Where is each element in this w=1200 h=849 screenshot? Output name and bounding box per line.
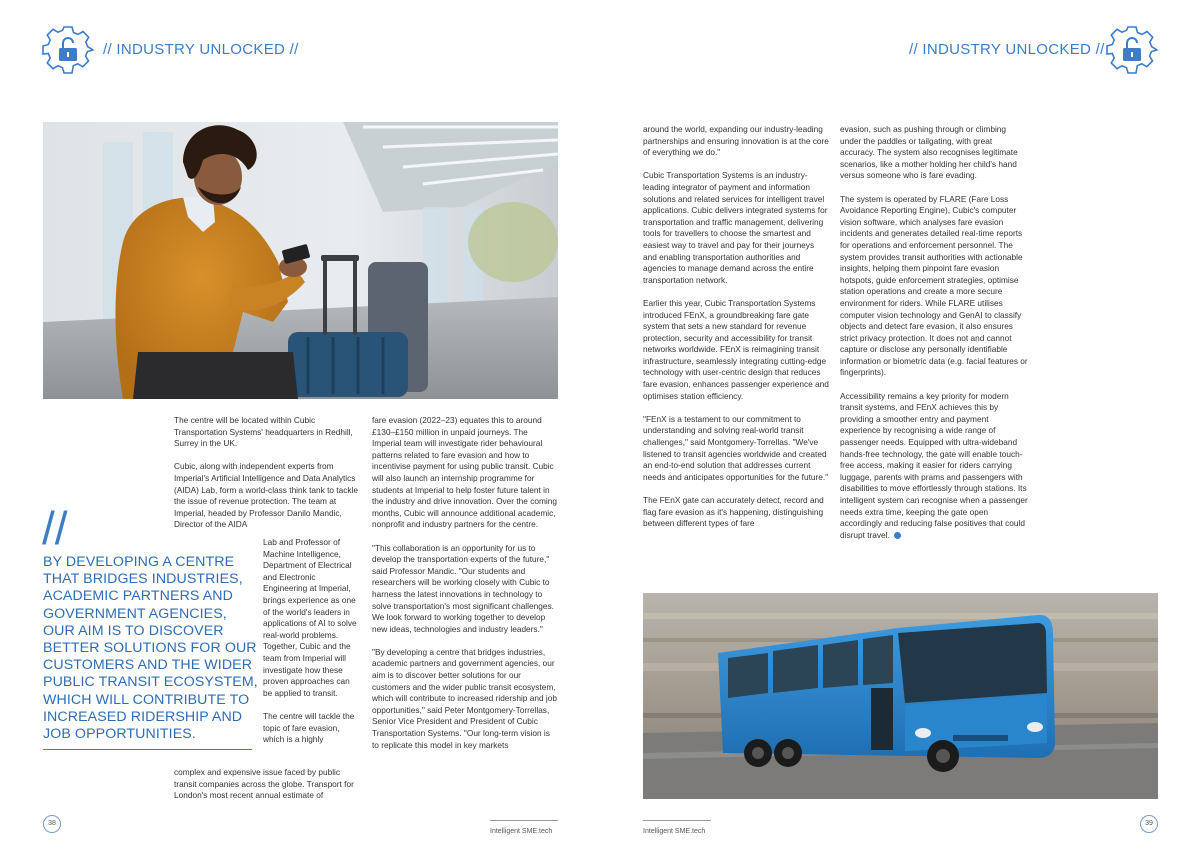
right-col1-para-5: The FEnX gate can accurately detect, record and flag fare evasion as it's happening, distinguishing between different types of fare bbox=[643, 495, 824, 529]
left-col1-para-3: The centre will tackle the topic of fare evasion, which is a highly bbox=[263, 710, 355, 745]
pull-quote-rule bbox=[43, 749, 252, 750]
left-header-logo bbox=[42, 24, 94, 81]
man-with-phone-and-suitcase-icon bbox=[43, 122, 558, 399]
left-col-1-top bbox=[174, 415, 360, 531]
gear-lock-icon bbox=[1106, 24, 1158, 76]
right-col1-para-3: Earlier this year, Cubic Transportation Systems introduced FEnX, a groundbreaking fare gate system that sets a new standard for revenue protection, security and accessibility for transit networks worldwide. FEnX is reimagining transit infrastructure, seamlessly integrating cutting-edge technology with user-centric design that reduces fare evasion, enhances passenger experience and optimises station efficiency. bbox=[643, 297, 829, 401]
right-col1-para-1: around the world, expanding our industry-leading partnerships and ensuring innovation is at the core of everything we do." bbox=[643, 124, 829, 158]
right-col2-para-2: The system is operated by FLARE (Fare Loss Avoidance Reporting Engine), Cubic's computer vision software, which analyses fare evasion incidents and generates detailed real-time reports for operations and enforcement personnel. The system provides transit authorities with actionable insights, helping them pinpoint fare evasion hotspots, guide enforcement strategies, optimise station operations and create a more secure environment for riders. While FLARE utilises computer vision technology and GenAI to classify objects and detect fare evasion, it also ensures strict privacy protection. It does not and cannot capture or disclose any personally identifiable information or biometric data (e.g. facial features or fingerprints). bbox=[840, 193, 1028, 378]
pull-quote-text: BY DEVELOPING A CENTRE THAT BRIDGES INDUSTRIES, ACADEMIC PARTNERS AND GOVERNMENT AGENCIES, OUR AIM IS TO DISCOVER BETTER SOLUTIONS FOR OUR CUSTOMERS AND THE WIDER PUBLIC TRANSIT ECOSYSTEM, WHICH WILL CONTRIBUTE TO INCREASED RIDERSHIP AND JOB OPPORTUNITIES. bbox=[43, 554, 258, 743]
right-col2-para-1: evasion, such as pushing through or climbing under the paddles or tailgating, with great accuracy. The system also recognises legitimate scenarios, like a mother holding her child's hand versus someone who is fare evading. bbox=[840, 124, 1018, 181]
right-header-logo bbox=[1106, 24, 1158, 81]
footer-left: Intelligent SME.tech bbox=[490, 828, 553, 835]
right-col2-para-3: Accessibility remains a key priority for modern transit systems, and FEnX achieves this by providing a smoother entry and payment experience by recognising a wide range of passenger needs. Equipped with ultra-wideband hands-free technology, the gate will enable touch-free access, making it easier for riders carrying luggage, parents with prams and passengers with disabilities to move effortlessly through stations. Its intelligent system can recognise when a passenger needs extra time, keeping the gate open accordingly and reducing false positives that could disrupt travel. bbox=[840, 390, 1028, 540]
right-col1-para-4: "FEnX is a testament to our commitment to understanding and solving real-world transit challenges," said Montgomery-Torrellas. "We've listened to transit agencies worldwide and created an end-to-end solution that addresses current needs and anticipates opportunities for the future." bbox=[643, 413, 829, 482]
pull-quote-slash: // bbox=[42, 502, 68, 554]
blue-bus-icon bbox=[643, 593, 1158, 799]
footer-right: Intelligent SME.tech bbox=[643, 828, 706, 835]
gear-lock-icon bbox=[42, 24, 94, 76]
bus-photo bbox=[643, 593, 1158, 799]
left-col1-para-1: The centre will be located within Cubic Transportation Systems' headquarters in Redhill, Surrey in the UK. bbox=[174, 415, 353, 449]
footer-rule-right bbox=[643, 820, 711, 821]
page-number-right: 39 bbox=[1140, 815, 1158, 833]
man-with-phone-photo bbox=[43, 122, 558, 399]
left-col1-para-2: Cubic, along with independent experts from Imperial's Artificial Intelligence and Data Analytics (AIDA) Lab, form a world-class think tank to tackle the issue of revenue protection. The team at Imperial, headed by Professor Danilo Mandic, Director of the AIDA bbox=[174, 461, 358, 530]
left-col2-para-3: "By developing a centre that bridges industries, academic partners and government agencies, our aim is to discover better solutions for our customers and the wider public transit ecosystem, which will contribute to increased ridership and job opportunities," said Peter Montgomery-Torrellas, Senior Vice President and President of Cubic Transportation Systems. "Our long-term vision is to replicate this model in key markets bbox=[372, 646, 557, 750]
left-col2-para-2: "This collaboration is an opportunity for us to develop the transportation experts of the future," said Professor Mandic. "Our students and researchers will be working closely with Cubic to harness the latest innovations in technology to solve transportation's most significant challenges. We look forward to working together to develop new ideas, technologies and industry leaders." bbox=[372, 542, 554, 634]
end-mark-icon bbox=[894, 532, 901, 539]
left-col1-para-3-cont: complex and expensive issue faced by public transit companies across the globe. Transport for London's most recent annual estimate of bbox=[174, 767, 354, 801]
left-col1-para-2-cont: Lab and Professor of Machine Intelligence, Department of Electrical and Electronic Engineering at Imperial, brings experience as one of the world's leaders in applications of AI to solve real-world problems. Together, Cubic and the team from Imperial will investigate how these proven approaches can be applied to transit. bbox=[263, 537, 357, 698]
left-col-2 bbox=[372, 415, 558, 751]
page-number-left: 38 bbox=[43, 815, 61, 833]
section-tag-left: // INDUSTRY UNLOCKED // bbox=[103, 41, 299, 58]
right-col1-para-2: Cubic Transportation Systems is an industry-leading integrator of payment and information solutions and related services for intelligent travel applications. Cubic delivers integrated systems for transportation and traffic management, delivering tools for travellers to choose the smartest and easiest way to travel and pay for their journeys and enabling transportation authorities and agencies to manage demand across the entire transportation network. bbox=[643, 170, 828, 285]
right-col-2 bbox=[840, 124, 1028, 541]
left-col-1-bottom bbox=[174, 767, 360, 802]
right-col-1 bbox=[643, 124, 829, 530]
left-col-1-narrow bbox=[263, 537, 360, 746]
footer-rule-left bbox=[490, 820, 558, 821]
section-tag-right: // INDUSTRY UNLOCKED // bbox=[909, 41, 1105, 58]
left-col2-para-1: fare evasion (2022–23) equates this to around £130–£150 million in unpaid journeys. The Imperial team will investigate rider behavioural patterns related to fare evasion and how to incentivise payment for using public transit. Cubic will also launch an internship programme for students at Imperial to help foster future talent in the industry and drive innovation. Over the coming months, Cubic will announce additional academic, nonprofit and industry partners for the centre. bbox=[372, 415, 557, 530]
